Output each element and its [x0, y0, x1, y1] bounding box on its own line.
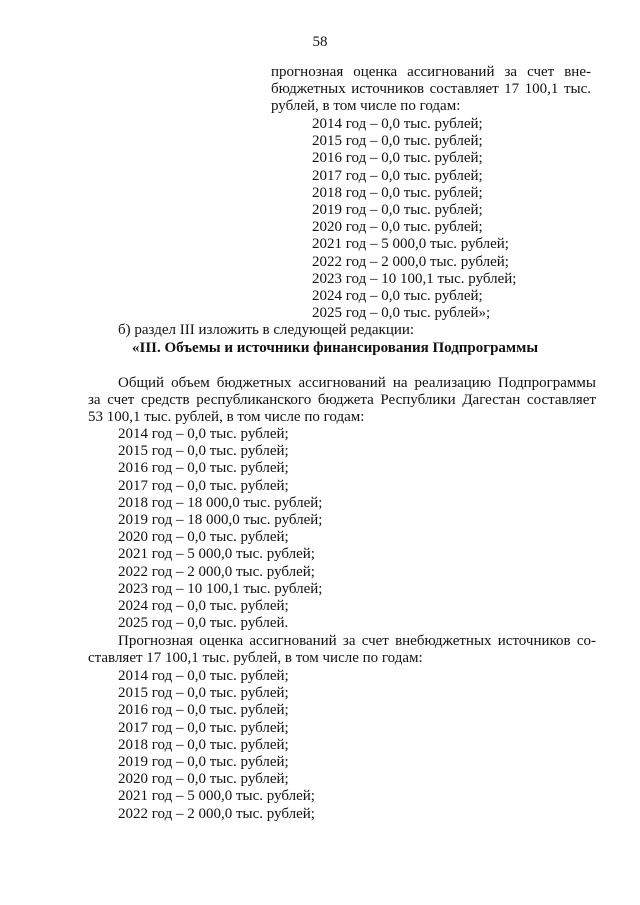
- top-year-2019: 2019 год – 0,0 тыс. рублей;: [312, 202, 483, 219]
- top-year-2025: 2025 год – 0,0 тыс. рублей»;: [312, 305, 491, 322]
- budget-year-2018: 2018 год – 18 000,0 тыс. рублей;: [118, 494, 323, 511]
- budget-line-1: Общий объем бюджетных ассигнований на реализацию Подпрограммы: [118, 375, 596, 391]
- budget-year-2025: 2025 год – 0,0 тыс. рублей.: [118, 615, 289, 632]
- section-heading-block: [132, 340, 602, 357]
- extra-line-1: Прогнозная оценка ассигнований за счет внебюджетных источников со-: [118, 633, 596, 649]
- extra-year-2014: 2014 год – 0,0 тыс. рублей;: [118, 668, 289, 684]
- budget-year-2021: 2021 год – 5 000,0 тыс. рублей;: [118, 546, 315, 563]
- budget-year-2022: 2022 год – 2 000,0 тыс. рублей;: [118, 563, 315, 580]
- extra-year-2018: 2018 год – 0,0 тыс. рублей;: [118, 736, 289, 753]
- top-year-2014: 2014 год – 0,0 тыс. рублей;: [312, 116, 483, 132]
- budget-year-2014: 2014 год – 0,0 тыс. рублей;: [118, 426, 289, 442]
- budget-year-2017: 2017 год – 0,0 тыс. рублей;: [118, 477, 289, 494]
- budget-year-2024: 2024 год – 0,0 тыс. рублей;: [118, 598, 289, 615]
- budget-line-3: 53 100,1 тыс. рублей, в том числе по годам:: [88, 409, 365, 426]
- top-years-list: [312, 116, 592, 322]
- top-year-2017: 2017 год – 0,0 тыс. рублей;: [312, 167, 483, 184]
- extra-year-2016: 2016 год – 0,0 тыс. рублей;: [118, 702, 289, 719]
- top-year-2022: 2022 год – 2 000,0 тыс. рублей;: [312, 253, 509, 270]
- budget-years-list: [118, 426, 418, 632]
- extra-year-2022: 2022 год – 2 000,0 тыс. рублей;: [118, 805, 315, 822]
- extra-year-2017: 2017 год – 0,0 тыс. рублей;: [118, 719, 289, 736]
- top-paragraph-line-3: рублей, в том числе по годам:: [271, 98, 461, 115]
- budget-paragraph: [88, 375, 596, 427]
- budget-year-2019: 2019 год – 18 000,0 тыс. рублей;: [118, 512, 323, 529]
- top-year-2024: 2024 год – 0,0 тыс. рублей;: [312, 288, 483, 305]
- extra-paragraph: [88, 633, 596, 667]
- extra-year-2021: 2021 год – 5 000,0 тыс. рублей;: [118, 788, 315, 805]
- section-instruction-block: [118, 322, 598, 339]
- budget-year-2015: 2015 год – 0,0 тыс. рублей;: [118, 443, 289, 460]
- top-paragraph-line-2: бюджетных источников составляет 17 100,1 тыс.: [271, 81, 591, 98]
- top-year-2015: 2015 год – 0,0 тыс. рублей;: [312, 133, 483, 150]
- top-year-2018: 2018 год – 0,0 тыс. рублей;: [312, 184, 483, 201]
- extra-year-2019: 2019 год – 0,0 тыс. рублей;: [118, 754, 289, 771]
- budget-year-2016: 2016 год – 0,0 тыс. рублей;: [118, 460, 289, 477]
- top-year-2023: 2023 год – 10 100,1 тыс. рублей;: [312, 270, 517, 287]
- extra-year-2020: 2020 год – 0,0 тыс. рублей;: [118, 771, 289, 788]
- budget-year-2020: 2020 год – 0,0 тыс. рублей;: [118, 529, 289, 546]
- page-number: 58: [312, 34, 328, 50]
- extra-years-list: [118, 668, 418, 823]
- top-block: [271, 64, 591, 116]
- section-instruction: б) раздел III изложить в следующей редакции:: [118, 322, 415, 338]
- top-year-2020: 2020 год – 0,0 тыс. рублей;: [312, 219, 483, 236]
- top-year-2021: 2021 год – 5 000,0 тыс. рублей;: [312, 236, 509, 253]
- top-paragraph-line-1: прогнозная оценка ассигнований за счет вне-: [271, 64, 591, 80]
- budget-year-2023: 2023 год – 10 100,1 тыс. рублей;: [118, 580, 323, 597]
- extra-line-2: ставляет 17 100,1 тыс. рублей, в том числе по годам:: [88, 650, 423, 667]
- section-heading: «III. Объемы и источники финансирования Подпрограммы: [132, 340, 539, 356]
- extra-year-2015: 2015 год – 0,0 тыс. рублей;: [118, 685, 289, 702]
- budget-line-2: за счет средств республиканского бюджета Республики Дагестан составляет: [88, 392, 596, 409]
- top-year-2016: 2016 год – 0,0 тыс. рублей;: [312, 150, 483, 167]
